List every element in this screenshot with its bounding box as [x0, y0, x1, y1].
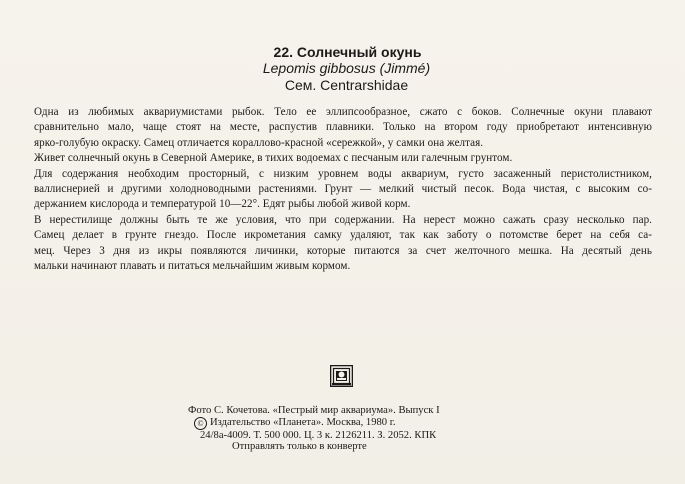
planeta-logo-graphic: [330, 365, 353, 387]
description-line: Для содержания необходим просторный, с низким уровнем воды аквариум, густо засаженный перистолистником,: [34, 167, 652, 180]
description-line: мец. Через 3 дня из икры появляются личинки, которые питаются за счет желточного мешка. На десятый день: [34, 244, 652, 257]
imprint: [0, 405, 685, 453]
print-info: 24/8а-4009. Т. 500 000. Ц. 3 к. 2126211. З. 2052. КПК: [200, 429, 437, 441]
description-text: [34, 105, 652, 274]
copyright-icon: ©: [194, 417, 207, 430]
mailing-note: Отправлять только в конверте: [232, 441, 367, 453]
card-header: [0, 44, 685, 94]
description-line: Самец делает в грунте гнездо. После икрометания самку удаляют, так как заботу о потомстве берет на себя са-: [34, 229, 652, 242]
description-line: валлиснерией и другими холодноводными растениями. Грунт — мелкий чистый песок. Вода чистая, с высоким со-: [34, 183, 652, 196]
publisher-name: Издательство «Планета». Москва, 1980 г.: [210, 416, 396, 428]
description-line: В нерестилище должны быть те же условия, что при содержании. На нерест можно сажать сразу несколько пар.: [34, 213, 652, 226]
family-name: Сем. Centrarshidae: [284, 77, 409, 93]
description-line: держанием кислорода и температурой 10—22°. Едят рыбы любой живой корм.: [34, 198, 411, 211]
photo-credit: Фото С. Кочетова. «Пестрый мир аквариума». Выпуск I: [188, 405, 440, 416]
planeta-publisher-logo-icon: [330, 365, 353, 387]
latin-name: Lepomis gibbosus (Jimmé): [262, 60, 431, 76]
description-line: Одна из любимых аквариумистами рыбок. Тело ее эллипсообразное, сжато с боков. Солнечные окуни плавают: [34, 106, 652, 118]
description-line: ярко-голубую окраску. Самец отличается кораллово-красной «сережкой», у самки она желтая.: [34, 136, 484, 149]
card-title: 22. Солнечный окунь: [273, 44, 422, 60]
description-line: сравнительно мало, чаще стоят на месте, распустив плавники. Только на втором году приобретают интенсивную: [34, 121, 652, 134]
publisher-line: [194, 417, 685, 430]
description-line: мальки начинают плавать и питаться мельчайшим живым кормом.: [34, 260, 351, 273]
description-line: Живет солнечный окунь в Северной Америке, в тихих водоемах с песчаным или галечным грунтом.: [34, 152, 513, 165]
